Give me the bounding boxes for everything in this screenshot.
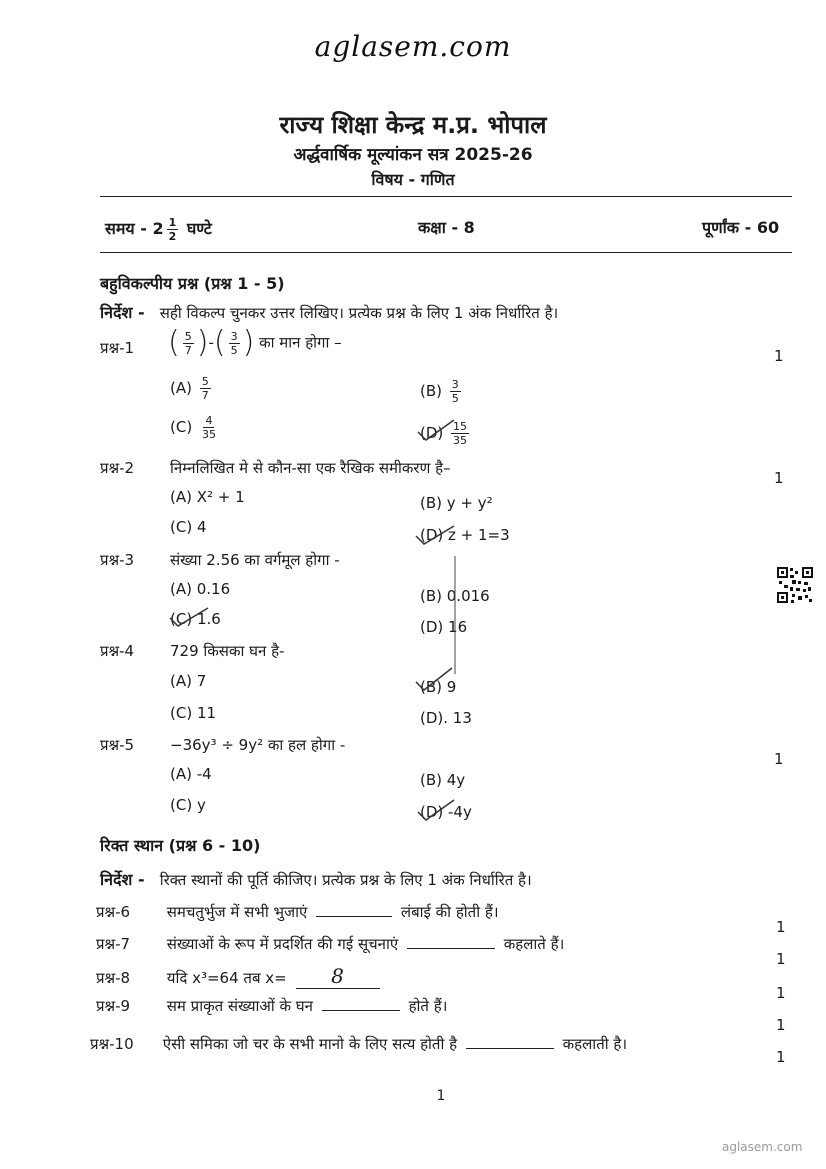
q6-label: प्रश्न-6 — [96, 903, 131, 921]
q1-b-label: (B) — [420, 382, 442, 400]
exam-subtitle: अर्द्धवार्षिक मूल्यांकन सत्र 2025-26 — [293, 145, 533, 165]
q5-option-c: (C) y — [170, 796, 206, 814]
q10-mark: 1 — [776, 1048, 786, 1066]
header-rule-bottom — [100, 252, 792, 253]
q10-pre: ऐसी समिका जो चर के सभी मानो के लिए सत्य होती है — [162, 1035, 458, 1053]
time-info — [105, 216, 212, 243]
q1-option-c — [170, 414, 221, 441]
q6-post: लंबाई की होती हैं। — [400, 903, 499, 921]
q1-d-den: 35 — [453, 434, 468, 447]
q5-mark: 1 — [774, 750, 784, 768]
mcq-heading: बहुविकल्पीय प्रश्न (प्रश्न 1 - 5) — [100, 274, 285, 293]
subject-line: विषय - गणित — [371, 170, 455, 189]
q3-text: संख्या 2.56 का वर्गमूल होगा - — [170, 551, 340, 569]
q2-tick-mark — [414, 524, 456, 546]
q4-option-d: (D). 13 — [420, 709, 472, 727]
q5-option-d: (D) -4y — [420, 803, 472, 821]
q2-option-d: (D) z + 1=3 — [420, 526, 510, 544]
q4-text: 729 किसका घन है- — [170, 642, 285, 660]
q8-mark: 1 — [776, 984, 786, 1002]
time-frac-num: 1 — [168, 216, 177, 229]
q3-pen-stroke — [452, 556, 458, 676]
q6-row — [96, 902, 499, 922]
q3-tick-mark — [168, 606, 210, 628]
q2-text: निम्नलिखित मे से कौन-सा एक रैखिक समीकरण है– — [170, 459, 451, 477]
q1-b-den: 5 — [451, 392, 459, 405]
q1-f1-num: 5 — [184, 329, 192, 343]
fill-direction — [100, 868, 532, 890]
q1-f2-num: 3 — [230, 329, 238, 343]
q8-row — [96, 964, 384, 989]
q2-option-b: (B) y + y² — [420, 494, 493, 512]
q9-post: होते हैं। — [408, 997, 448, 1015]
q6-blank — [316, 916, 392, 917]
page-title: राज्य शिक्षा केन्द्र म.प्र. भोपाल — [279, 111, 547, 139]
q1-b-num: 3 — [451, 378, 459, 391]
q9-blank — [322, 1010, 400, 1011]
q5-option-b: (B) 4y — [420, 771, 466, 789]
max-marks: पूर्णांक - 60 — [702, 218, 780, 237]
q1-question: का मान होगा – — [259, 333, 342, 352]
q1-c-label: (C) — [170, 418, 193, 436]
q10-post: कहलाती है। — [562, 1035, 628, 1053]
q2-option-c: (C) 4 — [170, 518, 207, 536]
q1-label: प्रश्न-1 — [100, 339, 135, 357]
q7-label: प्रश्न-7 — [96, 935, 131, 953]
q1-option-a — [170, 375, 214, 402]
q3-option-c: (C) 1.6 — [170, 610, 221, 628]
header-rule-top — [100, 196, 792, 197]
q10-label: प्रश्न-10 — [90, 1035, 134, 1053]
q7-pre: संख्याओं के रूप में प्रदर्शित की गई सूचनाएं — [166, 935, 399, 953]
fill-heading: रिक्त स्थान (प्रश्न 6 - 10) — [100, 836, 261, 855]
qr-code — [776, 566, 814, 604]
mcq-direction-text: सही विकल्प चुनकर उत्तर लिखिए। प्रत्येक प्रश्न के लिए 1 अंक निर्धारित है। — [159, 304, 559, 322]
page-number: 1 — [436, 1088, 446, 1104]
q1-a-label: (A) — [170, 379, 192, 397]
q3-option-a: (A) 0.16 — [170, 580, 231, 598]
q3-option-b: (B) 0.016 — [420, 587, 490, 605]
q8-pre: यदि x³=64 तब x= — [166, 969, 287, 987]
q7-post: कहलाते हैं। — [503, 935, 565, 953]
q1-d-num: 15 — [453, 420, 468, 433]
q1-a-num: 5 — [201, 375, 209, 388]
q9-row — [96, 996, 447, 1016]
q1-f2-den: 5 — [230, 343, 238, 357]
q9-label: प्रश्न-9 — [96, 997, 131, 1015]
q3-option-d: (D) 16 — [420, 618, 468, 636]
q1-a-den: 7 — [201, 389, 209, 402]
q5-text: −36y³ ÷ 9y² का हल होगा - — [170, 736, 346, 754]
time-prefix: समय - 2 — [105, 219, 164, 238]
q7-mark: 1 — [776, 950, 786, 968]
q1-d-label: (D) — [420, 424, 444, 442]
q4-option-c: (C) 11 — [170, 704, 217, 722]
q3-label: प्रश्न-3 — [100, 551, 135, 569]
q4-option-a: (A) 7 — [170, 672, 207, 690]
q7-row — [96, 934, 564, 954]
q10-blank — [466, 1048, 554, 1049]
q9-pre: सम प्राकृत संख्याओं के घन — [166, 997, 313, 1015]
q5-tick-mark — [416, 798, 456, 824]
q5-label: प्रश्न-5 — [100, 736, 135, 754]
q1-mark: 1 — [774, 347, 784, 365]
q1-frac2: ( $\frac{3}{5}$ ) — [213, 325, 255, 360]
class-info: कक्षा - 8 — [418, 218, 475, 237]
q1-frac1: ( $\frac{5}{7}$ ) — [168, 325, 209, 360]
mcq-direction — [100, 301, 558, 323]
fill-direction-text: रिक्त स्थानों की पूर्ति कीजिए। प्रत्येक प्रश्न के लिए 1 अंक निर्धारित है। — [159, 871, 532, 889]
q6-pre: समचतुर्भुज में सभी भुजाएं — [166, 903, 308, 921]
time-suffix: घण्टे — [186, 219, 212, 238]
q1-f1-den: 7 — [184, 343, 192, 357]
q1-text — [168, 325, 342, 360]
q10-row — [90, 1034, 627, 1054]
q1-c-den: 35 — [201, 428, 216, 441]
watermark-top: aglasem.com — [314, 30, 512, 63]
q1-c-num: 4 — [205, 414, 213, 427]
q7-blank — [407, 948, 495, 949]
time-frac-den: 2 — [168, 230, 177, 243]
q1-tick-mark — [416, 418, 456, 444]
q8-label: प्रश्न-8 — [96, 969, 131, 987]
q4-option-b: (B) 9 — [420, 678, 457, 696]
mcq-direction-label: निर्देश - — [100, 303, 145, 322]
watermark-bottom: aglasem.com — [722, 1140, 803, 1154]
q2-label: प्रश्न-2 — [100, 459, 135, 477]
q2-mark: 1 — [774, 469, 784, 487]
fill-direction-label: निर्देश - — [100, 870, 145, 889]
q1-minus: - — [208, 333, 214, 352]
q6-mark: 1 — [776, 918, 786, 936]
q4-tick-mark — [414, 666, 457, 696]
q2-option-a: (A) X² + 1 — [170, 488, 245, 506]
q8-answer: 8 — [296, 964, 380, 989]
q4-label: प्रश्न-4 — [100, 642, 135, 660]
q5-option-a: (A) -4 — [170, 765, 212, 783]
q1-option-b — [420, 378, 464, 405]
q9-mark: 1 — [776, 1016, 786, 1034]
